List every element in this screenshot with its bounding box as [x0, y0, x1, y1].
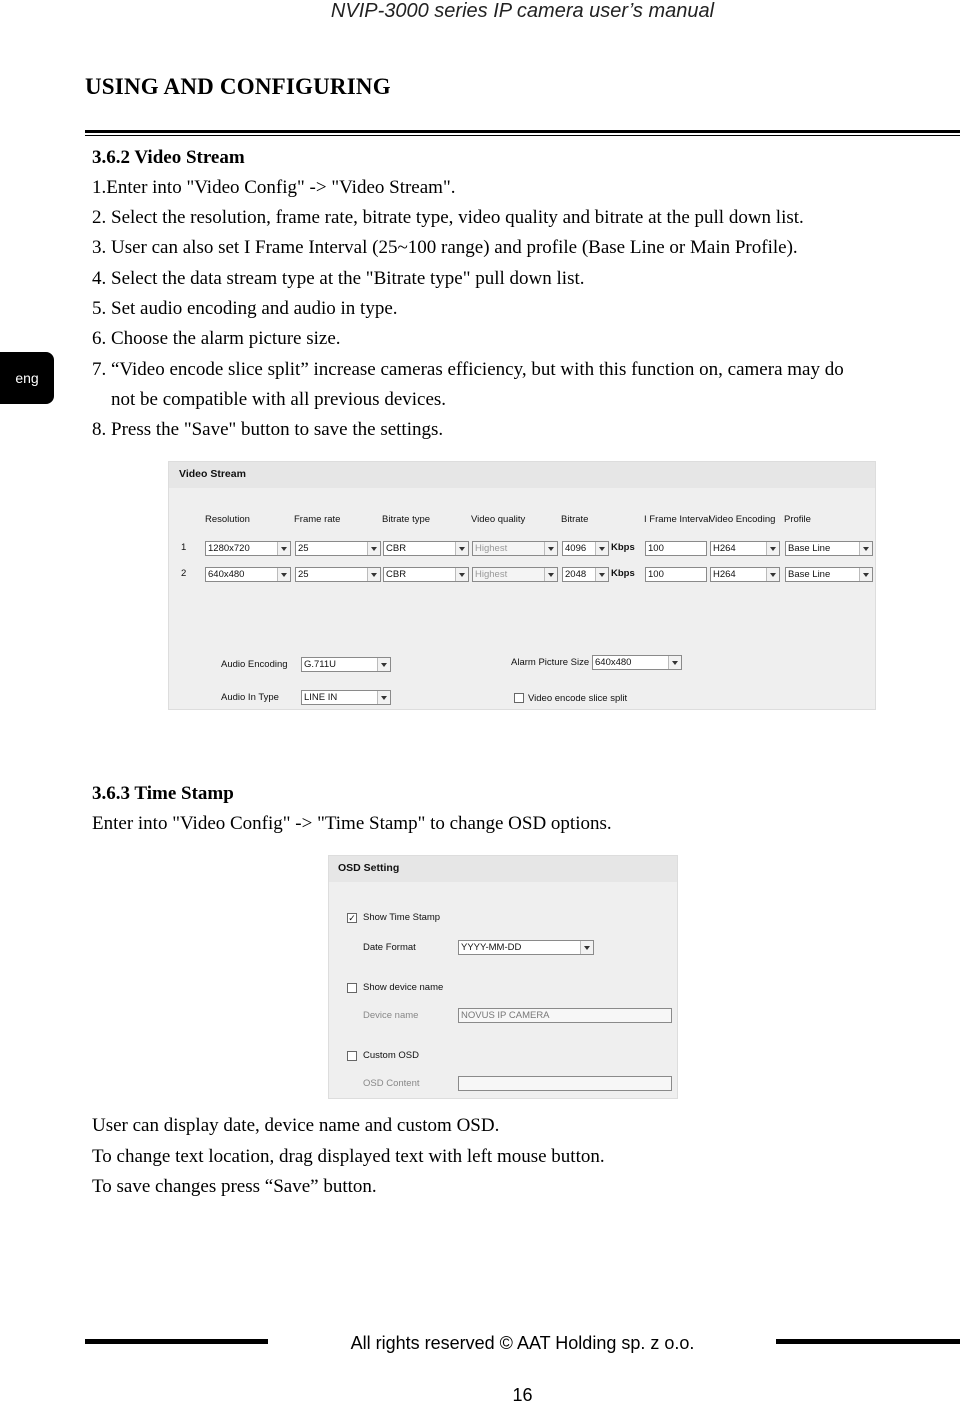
col-header-frame-rate: Frame rate — [294, 514, 341, 525]
row-number: 2 — [181, 568, 187, 579]
manual-title: NVIP-3000 series IP camera user’s manual — [330, 0, 715, 22]
chevron-down-icon — [580, 941, 593, 954]
bitrate-select[interactable] — [562, 541, 609, 556]
step-line: not be compatible with all previous devices. — [111, 389, 447, 410]
note-line: To save changes press “Save” button. — [92, 1176, 377, 1197]
chevron-down-icon — [668, 656, 681, 669]
select-value: Base Line — [788, 543, 831, 554]
row-number: 1 — [181, 542, 187, 553]
alarm-picture-size-select[interactable] — [592, 655, 682, 670]
select-value: CBR — [386, 569, 407, 580]
check-icon: ✓ — [348, 913, 356, 923]
chevron-down-icon — [859, 542, 872, 555]
bitrate-select[interactable] — [562, 567, 609, 582]
bitrate-type-select[interactable] — [383, 567, 469, 582]
slice-split-checkbox[interactable] — [514, 693, 524, 703]
profile-select[interactable] — [785, 541, 873, 556]
chevron-down-icon — [455, 542, 468, 555]
iframe-interval-input[interactable]: 100 — [645, 567, 707, 582]
chevron-down-icon — [766, 568, 779, 581]
select-value: LINE IN — [304, 692, 338, 703]
col-header-iframe-interval: I Frame Interval — [644, 514, 711, 525]
select-value: G.711U — [304, 659, 337, 670]
chevron-down-icon — [455, 568, 468, 581]
video-encoding-select[interactable] — [710, 567, 780, 582]
audio-encoding-select[interactable] — [301, 657, 391, 672]
time-stamp-heading: 3.6.3 Time Stamp — [92, 783, 234, 804]
bitrate-unit: Kbps — [611, 568, 635, 579]
panel-title-band — [169, 462, 875, 488]
section-heading: USING AND CONFIGURING — [85, 74, 391, 99]
custom-osd-label: Custom OSD — [363, 1050, 419, 1061]
chevron-down-icon — [544, 568, 557, 581]
bitrate-unit: Kbps — [611, 542, 635, 553]
video-stream-panel — [168, 461, 876, 710]
panel-title: Video Stream — [179, 468, 246, 480]
select-value: 25 — [298, 569, 309, 580]
chevron-down-icon — [277, 568, 290, 581]
chevron-down-icon — [544, 542, 557, 555]
select-value: Highest — [475, 543, 508, 554]
select-value: CBR — [386, 543, 407, 554]
custom-osd-checkbox[interactable] — [347, 1051, 357, 1061]
select-value: 1280x720 — [208, 543, 250, 554]
col-header-bitrate: Bitrate — [561, 514, 589, 525]
show-time-stamp-label: Show Time Stamp — [363, 912, 441, 923]
select-value: 640x480 — [595, 657, 632, 668]
footer-copyright: All rights reserved © AAT Holding sp. z o.o. — [350, 1333, 695, 1353]
profile-select[interactable] — [785, 567, 873, 582]
select-value: 2048 — [565, 569, 587, 580]
step-line: 2. Select the resolution, frame rate, bitrate type, video quality and bitrate at the pull down list. — [92, 207, 804, 228]
col-header-video-quality: Video quality — [471, 514, 526, 525]
video-encoding-select[interactable] — [710, 541, 780, 556]
resolution-select[interactable] — [205, 541, 291, 556]
show-device-name-checkbox[interactable] — [347, 983, 357, 993]
heading-rule — [85, 130, 960, 133]
date-format-label: Date Format — [363, 942, 416, 953]
chevron-down-icon — [766, 542, 779, 555]
panel-title: OSD Setting — [338, 862, 400, 874]
heading-rule-thin — [85, 135, 960, 136]
step-line: 1.Enter into "Video Config" -> "Video Stream". — [92, 177, 456, 198]
step-line: 3. User can also set I Frame Interval (25~100 range) and profile (Base Line or Main Profile). — [92, 237, 798, 258]
chevron-down-icon — [859, 568, 872, 581]
chevron-down-icon — [377, 691, 390, 704]
date-format-select[interactable] — [458, 940, 594, 955]
device-name-input[interactable]: NOVUS IP CAMERA — [458, 1008, 672, 1023]
col-header-profile: Profile — [784, 514, 811, 525]
col-header-resolution: Resolution — [205, 514, 250, 525]
osd-content-input[interactable] — [458, 1076, 672, 1091]
chevron-down-icon — [367, 542, 380, 555]
col-header-video-encoding: Video Encoding — [709, 514, 776, 525]
step-line: 6. Choose the alarm picture size. — [92, 328, 341, 349]
iframe-interval-input[interactable]: 100 — [645, 541, 707, 556]
video-quality-select[interactable] — [472, 541, 558, 556]
show-device-name-label: Show device name — [363, 982, 444, 993]
frame-rate-select[interactable] — [295, 541, 381, 556]
video-quality-select[interactable] — [472, 567, 558, 582]
step-line: 5. Set audio encoding and audio in type. — [92, 298, 398, 319]
note-line: User can display date, device name and custom OSD. — [92, 1115, 500, 1136]
alarm-picture-size-label: Alarm Picture Size — [511, 657, 590, 668]
chevron-down-icon — [377, 658, 390, 671]
audio-encoding-label: Audio Encoding — [221, 659, 288, 670]
select-value: 4096 — [565, 543, 587, 554]
chevron-down-icon — [277, 542, 290, 555]
resolution-select[interactable] — [205, 567, 291, 582]
col-header-bitrate-type: Bitrate type — [382, 514, 431, 525]
chevron-down-icon — [595, 568, 608, 581]
select-value: Base Line — [788, 569, 831, 580]
note-line: To change text location, drag displayed text with left mouse button. — [92, 1146, 605, 1167]
select-value: H264 — [713, 543, 736, 554]
page-number: 16 — [512, 1385, 533, 1405]
language-tab: eng — [0, 352, 54, 404]
video-stream-heading: 3.6.2 Video Stream — [92, 147, 245, 168]
select-value: 25 — [298, 543, 309, 554]
slice-split-label: Video encode slice split — [528, 693, 628, 704]
bitrate-type-select[interactable] — [383, 541, 469, 556]
osd-content-label: OSD Content — [363, 1078, 420, 1089]
select-value: YYYY-MM-DD — [461, 942, 522, 953]
select-value: H264 — [713, 569, 736, 580]
frame-rate-select[interactable] — [295, 567, 381, 582]
device-name-label: Device name — [363, 1010, 419, 1021]
step-line: 4. Select the data stream type at the "Bitrate type" pull down list. — [92, 268, 585, 289]
show-time-stamp-checkbox[interactable] — [347, 913, 357, 923]
chevron-down-icon — [595, 542, 608, 555]
audio-in-type-label: Audio In Type — [221, 692, 279, 703]
step-line: 8. Press the "Save" button to save the settings. — [92, 419, 444, 440]
audio-in-type-select[interactable] — [301, 690, 391, 705]
chevron-down-icon — [367, 568, 380, 581]
step-line: 7. “Video encode slice split” increase cameras efficiency, but with this function on, camera may do — [92, 359, 844, 380]
select-value: 640x480 — [208, 569, 245, 580]
select-value: Highest — [475, 569, 508, 580]
osd-setting-panel — [328, 855, 678, 1099]
time-stamp-intro: Enter into "Video Config" -> "Time Stamp" to change OSD options. — [92, 813, 612, 834]
